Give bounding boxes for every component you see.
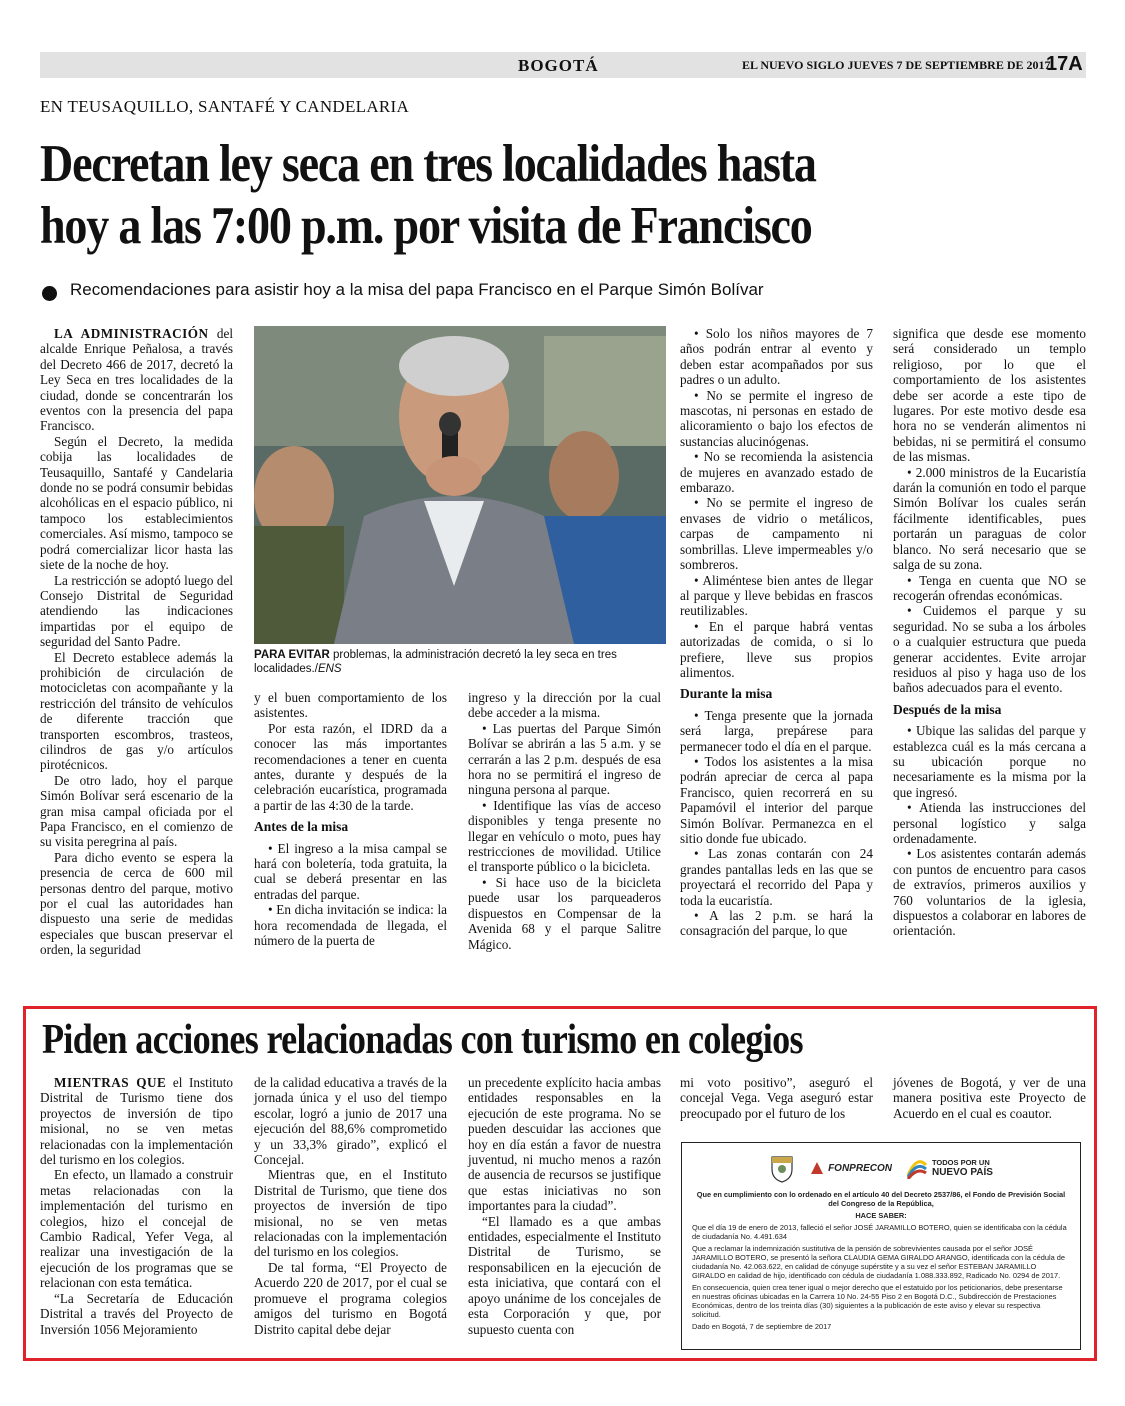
photo-illustration <box>254 326 666 644</box>
article-kicker: EN TEUSAQUILLO, SANTAFÉ Y CANDELARIA <box>40 97 410 116</box>
paragraph: significa que desde ese momento será considerado un templo religioso, por lo que el comportamiento de los asistentes debe ser acorde a este tipo de lugares. Por este motivo desde esa hora no se venderán alimentos ni bebidas, ni se permitirá el consumo de las mismas. <box>893 326 1086 465</box>
paragraph: • Tenga en cuenta que NO se recogerán ofrendas económicas. <box>893 572 1086 603</box>
paragraph: • No se recomienda la asistencia de mujeres en avanzado estado de embarazo. <box>680 449 873 496</box>
paragraph: LA ADMINISTRACIÓN del alcalde Enrique Peñalosa, a través del Decreto 466 de 2017, decretó la Ley Seca en tres localidades de la ciudad, donde se concentrarán los eventos con la presencia del papa Francisco. <box>40 326 234 434</box>
paragraph: de la calidad educativa a través de la jornada única y el uso del tiempo escolar, logró a junio de 2017 una ejecución del 88,6% comprometido y un 33,3% girado”, explicó el Concejal. <box>254 1075 447 1168</box>
main-col-1 <box>40 326 233 958</box>
paragraph: un precedente explícito hacia ambas entidades responsables en la ejecución de este programa. No se pueden descuidar las acciones que hoy en día están a favor de nuestra juventud, ni mucho menos a razón de ausencia de recursos se justifique que estas iniciativas no son importantes para la ciudad”. <box>468 1075 661 1214</box>
fonprecon-logo: FONPRECON <box>809 1160 892 1176</box>
notice-title: Que en cumplimiento con lo ordenado en el artículo 40 del Decreto 2537/86, el Fondo de Previsión Social del Congreso de la República, <box>696 1190 1066 1208</box>
paragraph: Según el Decreto, la medida cobija las localidades de Teusaquillo, Santafé y Candelaria donde no se podrá consumir bebidas alcohólicas en el espacio público, ni tampoco los establecimientos comerciales. Así mismo, tampoco se podrá comercializar licor hasta las siete de la noche de hoy. <box>40 433 233 573</box>
coat-of-arms-icon <box>769 1153 795 1183</box>
second-col-1 <box>40 1075 233 1337</box>
paragraph: “El llamado es a que ambas entidades, especialmente el Instituto Distrital de Turismo, se responsabilicen en la ejecución de esta iniciativa, que contará con el apoyo unánime de los concejales de esta Corporación y que, por supuesto cuenta con <box>468 1213 661 1337</box>
paragraph: De otro lado, hoy el parque Simón Bolívar será escenario de la gran misa campal oficiada por el Papa Francisco, en el comienzo de su visita peregrina al país. <box>40 772 233 850</box>
paragraph: De tal forma, “El Proyecto de Acuerdo 220 de 2017, por el cual se promueve el programa colegios amigos del turismo en Bogotá Distrito capital debe dejar <box>254 1259 447 1337</box>
paragraph: • 2.000 ministros de la Eucaristía darán la comunión en todo el parque Simón Bolívar los cuales serán fácilmente identificables, pues portarán un paraguas de color blanco. No será necesario que se salga de su zona. <box>893 464 1086 573</box>
todos-por-un-nuevo-pais-logo: TODOS POR UN NUEVO PAÍS <box>906 1157 993 1179</box>
section-title: BOGOTÁ <box>518 56 599 75</box>
paragraph: Para dicho evento se espera la presencia de cerca de 600 mil personas dentro del parque, motivo por el cual las autoridades han dispuesto una serie de medidas especiales que buscan preservar el orden, la seguridad <box>40 849 233 958</box>
second-article-headline: Piden acciones relacionadas con turismo en colegios <box>42 1017 803 1063</box>
paragraph: • Ubique las salidas del parque y establezca cuál es la más cercana a su ubicación porque no necesariamente es la misma por la que ingresó. <box>893 723 1086 800</box>
article-photo <box>254 326 666 644</box>
notice-hace-saber: HACE SABER: <box>855 1211 907 1220</box>
paragraph: La restricción se adoptó luego del Consejo Distrital de Seguridad atendiendo las indicaciones impartidas por el equipo de seguridad del Santo Padre. <box>40 572 233 650</box>
paragraph: • Aliméntese bien antes de llegar al parque y lleve bebidas en frascos reutilizables. <box>680 572 873 619</box>
paragraph: • No se permite el ingreso de envases de vidrio o metálicos, carpas de campamento ni sombrillas. Lleve impermeables y/o sombreros. <box>680 495 873 573</box>
paragraph: jóvenes de Bogotá, y ver de una manera positiva este Proyecto de Acuerdo en el cual es coautor. <box>893 1075 1086 1121</box>
paragraph: • Las puertas del Parque Simón Bolívar se abrirán a las 5 a.m. y se cerrarán a las 2 p.m. después de esa hora no se permitirá el ingreso de ninguna persona al parque. <box>468 720 661 798</box>
paragraph: • Atienda las instrucciones del personal logístico y salga ordenadamente. <box>893 800 1086 846</box>
paragraph: • No se permite el ingreso de mascotas, ni personas en estado de alicoramiento o bajo los efectos de sustancias alucinógenas. <box>680 387 873 449</box>
bullet-dot-icon <box>42 286 57 301</box>
second-col-2 <box>254 1075 447 1337</box>
paragraph: • Solo los niños mayores de 7 años podrán entrar al evento y deben estar acompañados por sus padres o un adulto. <box>680 326 873 388</box>
main-col-4 <box>680 326 873 939</box>
paragraph: Mientras que, en el Instituto Distrital de Turismo, que tiene dos proyectos de inversión de tipo misional, no se ven metas relacionadas con la implementación del turismo en los colegios. <box>254 1167 447 1260</box>
caption-text: problemas, la administración decretó la ley seca en tres localidades./ <box>254 649 617 675</box>
fonprecon-icon <box>809 1160 825 1176</box>
paragraph: • Todos los asistentes a la misa podrán apreciar de cerca al papa Francisco, quien recorrerá en su Papamóvil el interior del parque Simón Bolívar. Permanezca en el sitio donde fue ubicado. <box>680 753 873 846</box>
paragraph: • Si hace uso de la bicicleta puede usar los parqueaderos dispuestos en Compensar de la Avenida 68 y el parque Salitre Mágico. <box>468 874 661 952</box>
caption-lead: PARA EVITAR <box>254 649 330 661</box>
main-col-3 <box>468 690 661 952</box>
photo-credit: ENS <box>317 663 342 675</box>
second-col-5 <box>893 1075 1086 1121</box>
notice-paragraph: Que a reclamar la indemnización sustitutiva de la pensión de sobrevivientes causada por el señor JOSÉ JARAMILLO BOTERO, se presentó la señora CLAUDIA GEMA GIRALDO ARANGO, identificada con la cédula de ciudadanía No. 42.063.622, en calidad de cónyuge supérstite y a su vez el señor ESTEBAN JARAMILLO GIRALDO en calidad de hijo, identificado con cédula de ciudadanía 1.088.333.892, Radicado No. 0294 de 2017. <box>692 1244 1065 1280</box>
paragraph: • El ingreso a la misa campal se hará con boletería, toda gratuita, la cual se deberá presentar en las entradas del parque. <box>254 840 447 902</box>
notice-paragraph: Que el día 19 de enero de 2013, falleció el señor JOSÉ JARAMILLO BOTERO, quien se identificaba con la cédula de ciudadanía No. 4.491.634 <box>692 1223 1067 1241</box>
paragraph: En efecto, un llamado a construir metas relacionadas con la implementación del turismo en colegios, hizo el concejal de Cambio Radical, Yefer Vega, al realizar una investigación de la ejecución de los programas que se relacionan con esta temática. <box>40 1167 233 1291</box>
subheading-durante: Durante la misa <box>680 686 773 702</box>
paragraph: • Los asistentes contarán además con puntos de encuentro para casos de extravíos, primeros auxilios y 760 voluntarios de la iglesia, dispuestos a colaborar en labores de orientación. <box>893 846 1086 939</box>
subheading-despues: Después de la misa <box>893 701 1002 717</box>
lead-word: MIENTRAS QUE <box>54 1075 167 1090</box>
paragraph: • En dicha invitación se indica: la hora recomendada de llegada, el número de la puerta de <box>254 902 447 949</box>
headline-line-1: Decretan ley seca en tres localidades hasta <box>40 135 816 193</box>
paragraph: • Cuidemos el parque y su seguridad. No se suba a los árboles o a cualquier estructura que pueda generar accidentes. Evite arrojar residuos al piso y haga uso de los baños adecuados para el evento. <box>893 603 1086 696</box>
paragraph: • Las zonas contarán con 24 grandes pantallas leds en las que se proyectará el recorrido del Papa y toda la eucaristía. <box>680 846 873 908</box>
main-col-2 <box>254 690 447 949</box>
nuevo-pais-icon <box>906 1157 928 1179</box>
dateline: EL NUEVO SIGLO JUEVES 7 DE SEPTIEMBRE DE 2017 <box>742 58 1051 72</box>
subheading-antes: Antes de la misa <box>254 819 349 835</box>
article-headline <box>40 133 962 257</box>
paragraph: El Decreto establece además la prohibición de circulación de motocicletas con acompañante y la restricción del tránsito de vehículos de diferente tracción que transporten escombros, trasteos, cilindros de gas y/o artículos pirotécnicos. <box>40 649 233 773</box>
article-subhead: Recomendaciones para asistir hoy a la misa del papa Francisco en el Parque Simón Bolívar <box>70 280 764 299</box>
paragraph: ingreso y la dirección por la cual debe acceder a la misma. <box>468 690 661 721</box>
notice-paragraph: En consecuencia, quien crea tener igual o mejor derecho que el estatuido por los peticionarios, debe presentarse en nuestras oficinas ubicadas en la Carrera 10 No. 24-55 Piso 2 en Bogotá D.C., Subdirección de Prestaciones Económicas, dentro de los treinta días (30) siguientes a la publicación de este aviso y elevar su respectiva solicitud. <box>692 1283 1063 1319</box>
notice-logos <box>682 1149 1080 1187</box>
paragraph: “La Secretaría de Educación Distrital a través del Proyecto de Inversión 1056 Mejoramiento <box>40 1290 233 1337</box>
main-col-5 <box>893 326 1086 939</box>
second-col-3 <box>468 1075 661 1337</box>
paragraph: • A las 2 p.m. se hará la consagración del parque, lo que <box>680 908 873 939</box>
paragraph: mi voto positivo”, aseguró el concejal Vega. Vega aseguró estar preocupado por el futuro de los <box>680 1075 873 1121</box>
page-number: 17A <box>1046 53 1083 75</box>
paragraph: y el buen comportamiento de los asistentes. <box>254 690 447 721</box>
paragraph: Por esta razón, el IDRD da a conocer las más importantes recomendaciones a tener en cuenta antes, durante y después de la celebración eucarística, programada a partir de las 4:30 de la tarde. <box>254 720 447 813</box>
notice-date: Dado en Bogotá, 7 de septiembre de 2017 <box>692 1322 832 1331</box>
paragraph: • Tenga presente que la jornada será larga, prepárese para permanecer todo el día en el parque. <box>680 707 873 754</box>
paragraph: MIENTRAS QUE el Instituto Distrital de Turismo tiene dos proyectos de inversión de tipo misional, no se ven metas relacionadas con la implementación del turismo en los colegios. <box>40 1075 234 1168</box>
paragraph: • En el parque habrá ventas autorizadas de comida, o si lo prefiere, lleve sus propios alimentos. <box>680 618 873 680</box>
photo-caption <box>254 648 666 676</box>
lead-word: LA ADMINISTRACIÓN <box>54 326 209 341</box>
paragraph: • Identifique las vías de acceso disponibles y tenga presente no llegar en vehículo o moto, pues hay restricciones de movilidad. Utilice el transporte público o la bicicleta. <box>468 797 661 875</box>
second-col-4 <box>680 1075 873 1121</box>
legal-notice <box>681 1142 1081 1350</box>
headline-line-2: hoy a las 7:00 p.m. por visita de Francisco <box>40 197 812 255</box>
